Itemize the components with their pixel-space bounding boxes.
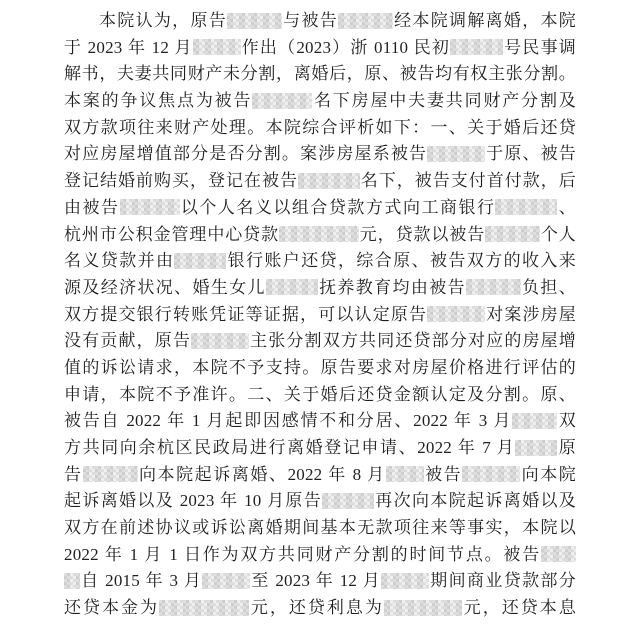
- text-line: [64, 115, 576, 142]
- text-segment: 期间商业贷款部分: [429, 571, 577, 591]
- text-segment: 再次向本院起诉离婚以及: [374, 491, 577, 511]
- redaction-block: [381, 573, 429, 589]
- redaction-block: [450, 39, 503, 55]
- text-segment: 自 2015 年 3 月: [80, 571, 203, 591]
- text-segment: 名下房屋中夫妻共同财产分割及: [312, 91, 576, 111]
- text-segment: 本案的争议焦点为被告: [64, 91, 253, 111]
- text-segment: 还贷本金为: [64, 598, 160, 618]
- text-line: [64, 355, 576, 382]
- redaction-block: [427, 306, 485, 322]
- text-line: [64, 222, 576, 249]
- text-segment: 对应房屋增值部分是否分割。案涉房屋系被告: [64, 144, 428, 164]
- text-line: [64, 515, 576, 542]
- text-line: [64, 488, 576, 515]
- redaction-block: [174, 253, 226, 269]
- text-segment: 对案涉房屋: [485, 304, 577, 324]
- redaction-block: [466, 279, 521, 295]
- redaction-block: [298, 173, 360, 189]
- redaction-block: [515, 440, 557, 456]
- text-segment: 源及经济状况、婚生女儿: [64, 277, 266, 297]
- redaction-block: [120, 199, 180, 215]
- text-segment: 、: [557, 197, 576, 217]
- text-line: [64, 462, 576, 489]
- redaction-block: [191, 333, 249, 349]
- text-segment: 于原、被告: [485, 144, 577, 164]
- text-line: [64, 248, 576, 275]
- text-segment: 双方在前述协议或诉讼离婚期间基本无款项往来等事实，本院以: [64, 518, 576, 538]
- text-line: [64, 8, 576, 35]
- text-line: [64, 568, 576, 595]
- text-segment: 2022 年 1 月 1 日作为双方共同财产分割的时间节点。被告: [64, 544, 541, 564]
- redaction-block: [202, 573, 250, 589]
- document-body: [64, 8, 576, 622]
- redaction-block: [485, 226, 540, 242]
- text-segment: 起诉离婚以及 2023 年 10 月原告: [64, 491, 323, 511]
- text-segment: 至 2023 年 12 月: [250, 571, 382, 591]
- text-segment: 主张分割双方共同还贷部分对应的房屋增: [249, 331, 576, 351]
- text-segment: 双: [557, 411, 576, 431]
- redaction-block: [541, 546, 576, 562]
- text-segment: 解书，夫妻共同财产未分割，离婚后，原、被告均有权主张分割。: [64, 64, 576, 84]
- text-segment: 方共同向余杭区民政局进行离婚登记申请、2022 年 7 月: [64, 438, 516, 457]
- redaction-block: [252, 93, 312, 109]
- text-segment: 号民事调: [503, 37, 576, 57]
- text-line: [64, 141, 576, 168]
- redaction-block: [495, 199, 557, 215]
- redaction-block: [338, 13, 393, 29]
- text-segment: 银行账户还贷，综合原、被告双方的收入来: [226, 251, 576, 271]
- text-segment: 申请，本院不予准许。二、关于婚后还贷金额认定及分割。原、: [64, 384, 576, 404]
- text-line: [64, 61, 576, 88]
- redaction-block: [427, 146, 485, 162]
- text-segment: 名义贷款并由: [64, 251, 175, 271]
- text-segment: 杭州市公积金管理中心贷款: [64, 224, 280, 244]
- text-line: [64, 382, 576, 409]
- redaction-block: [193, 39, 241, 55]
- redaction-block: [386, 466, 424, 482]
- text-segment: 双方款项往来财产处理。本院综合评析如下：一、关于婚后还贷: [64, 117, 576, 137]
- text-segment: 值的诉讼请求，本院不予支持。原告要求对房屋价格进行评估的: [64, 357, 576, 377]
- text-segment: 元，贷款以被告: [359, 224, 486, 244]
- text-segment: 作出（2023）浙 0110 民初: [240, 37, 451, 57]
- text-segment: 被告自 2022 年 1 月起即因感情不和分居、2022 年 3 月: [64, 411, 513, 431]
- text-segment: 由被告: [64, 197, 120, 217]
- text-line: [64, 595, 576, 622]
- text-line: [64, 35, 576, 62]
- text-line: [64, 435, 576, 462]
- text-segment: 本院认为，原告: [99, 11, 228, 30]
- redaction-block: [64, 573, 80, 589]
- text-segment: 元，还贷利息为: [249, 598, 384, 618]
- text-segment: 个人: [540, 224, 576, 244]
- text-line: [64, 275, 576, 302]
- text-segment: 负担、: [520, 277, 576, 297]
- text-segment: 告: [64, 464, 83, 484]
- text-segment: 于 2023 年 12 月: [64, 37, 193, 57]
- text-segment: 以个人名义以组合贷款方式向工商银行: [179, 197, 496, 217]
- text-line: [64, 408, 576, 435]
- text-segment: 登记结婚前购买，登记在被告: [64, 171, 298, 191]
- redaction-block: [159, 600, 249, 616]
- text-segment: 双方提交银行转账凭证等证据，可以认定原告: [64, 304, 428, 324]
- text-line: [64, 88, 576, 115]
- text-segment: 向本院起诉离婚、2022 年 8 月: [137, 464, 386, 484]
- text-segment: 抚养教育均由被告: [317, 277, 466, 297]
- redaction-block: [83, 466, 138, 482]
- text-segment: 元，还贷本息: [461, 598, 577, 618]
- text-segment: 没有贡献，原告: [64, 331, 192, 351]
- text-line: [64, 542, 576, 569]
- text-line: [64, 195, 576, 222]
- redaction-block: [279, 226, 359, 242]
- redaction-block: [462, 466, 520, 482]
- text-segment: 原: [557, 438, 576, 457]
- redaction-block: [512, 413, 557, 429]
- redaction-block: [266, 279, 318, 295]
- redaction-block: [322, 493, 374, 509]
- text-segment: 被告: [423, 464, 463, 484]
- text-line: [64, 168, 576, 195]
- redaction-block: [227, 13, 282, 29]
- text-line: [64, 302, 576, 329]
- text-segment: 经本院调解离婚，本院: [393, 11, 576, 30]
- text-line: [64, 328, 576, 355]
- text-segment: 向本院: [520, 464, 576, 484]
- redaction-block: [384, 600, 462, 616]
- text-segment: 与被告: [282, 11, 339, 30]
- text-segment: 名下，被告支付首付款，后: [360, 171, 576, 191]
